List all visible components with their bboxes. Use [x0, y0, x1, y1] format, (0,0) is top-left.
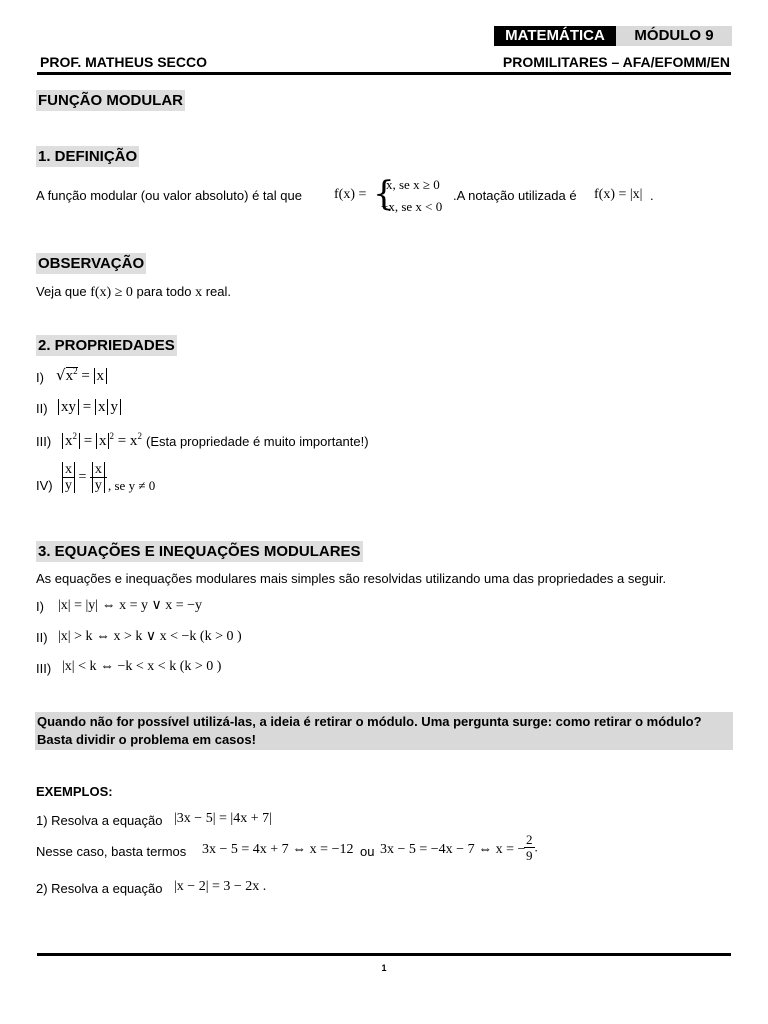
examples-heading: EXEMPLOS:	[36, 784, 113, 799]
callout-box: Quando não for possível utilizá-las, a ideia é retirar o módulo. Uma pergunta surge: como retirar o módulo? Basta dividir o problema em casos!	[35, 712, 733, 750]
property-2-label: II)	[36, 401, 48, 416]
definition-case-1: x, se x ≥ 0	[386, 177, 440, 192]
definition-notation: f(x) = |x|	[594, 187, 643, 202]
definition-lhs: f(x) =	[334, 187, 367, 202]
equation-1-expr: |x| = |y| ⇔ x = y ∨ x = −y	[58, 598, 203, 613]
observation-expr: f(x) ≥ 0	[90, 285, 133, 300]
properties-heading: 2. PROPRIEDADES	[38, 337, 175, 354]
equation-3-expr: |x| < k ⇔ −k < x < k (k > 0 )	[62, 659, 222, 674]
property-1-label: I)	[36, 370, 44, 385]
example-1-label: 1) Resolva a equação	[36, 813, 163, 828]
equation-2-expr: |x| > k ⇔ x > k ∨ x < −k (k > 0 )	[58, 629, 242, 644]
example-1-solution-a: 3x − 5 = 4x + 7 ⇔ x = −12	[202, 842, 354, 857]
example-1-solution-text: Nesse caso, basta termos	[36, 844, 187, 859]
property-3-note: (Esta propriedade é muito importante!)	[146, 434, 369, 449]
property-4-condition: , se y ≠ 0	[108, 478, 156, 493]
observation-text-a: Veja que	[36, 284, 87, 299]
professor-name: PROF. MATHEUS SECCO	[40, 54, 207, 70]
example-2-label: 2) Resolva a equação	[36, 881, 163, 896]
header-rule	[37, 72, 731, 75]
equations-intro: As equações e inequações modulares mais simples são resolvidas utilizando uma das propriedades a seguir.	[36, 571, 667, 586]
course-name: PROMILITARES – AFA/EFOMM/EN	[502, 54, 730, 70]
subject-tag: MATEMÁTICA	[494, 26, 616, 46]
example-1-or: ou	[360, 844, 375, 859]
observation-text	[36, 284, 231, 301]
property-4-label: IV)	[36, 478, 53, 493]
observation-text-c: real.	[205, 284, 232, 299]
example-1-frac-num: 2	[526, 832, 533, 847]
definition-heading: 1. DEFINIÇÃO	[38, 148, 138, 165]
example-2-expr: |x − 2| = 3 − 2x .	[174, 879, 267, 894]
example-1-solution-b: 3x − 5 = −4x − 7 ⇔ x = −	[380, 842, 526, 857]
observation-heading: OBSERVAÇÃO	[38, 255, 145, 272]
definition-case-2: −x, se x < 0	[381, 199, 443, 214]
property-4-expr: $\frac{x}{y}$ = $\frac{x}{y}$	[62, 462, 107, 493]
page-title: FUNÇÃO MODULAR	[38, 92, 183, 109]
property-3-label: III)	[36, 434, 52, 449]
property-3-expr: $x^2 = x$ $^2 = x^2$	[62, 431, 142, 450]
definition-brace: {	[373, 174, 395, 214]
observation-var: x	[195, 285, 203, 300]
observation-text-b: para todo	[136, 284, 192, 299]
equations-heading: 3. EQUAÇÕES E INEQUAÇÕES MODULARES	[38, 543, 361, 560]
equation-3-label: III)	[36, 661, 52, 676]
equation-2-label: II)	[36, 630, 48, 645]
module-tag: MÓDULO 9	[616, 26, 732, 46]
example-1-fraction: $\frac{2}{9}$ .	[526, 832, 538, 863]
property-2-expr: xy = x y	[58, 399, 121, 416]
example-1-expr: |3x − 5| = |4x + 7|	[174, 811, 272, 826]
definition-text-before: A função modular (ou valor absoluto) é tal que	[36, 188, 302, 203]
example-1-frac-den: 9	[526, 848, 533, 863]
equation-1-label: I)	[36, 599, 44, 614]
property-1-expr: $√x^2 = x$	[56, 366, 107, 385]
footer-rule	[37, 953, 731, 956]
definition-end: .	[650, 188, 654, 203]
page-number: 1	[381, 963, 387, 973]
definition-text-after: .A notação utilizada é	[453, 188, 577, 203]
